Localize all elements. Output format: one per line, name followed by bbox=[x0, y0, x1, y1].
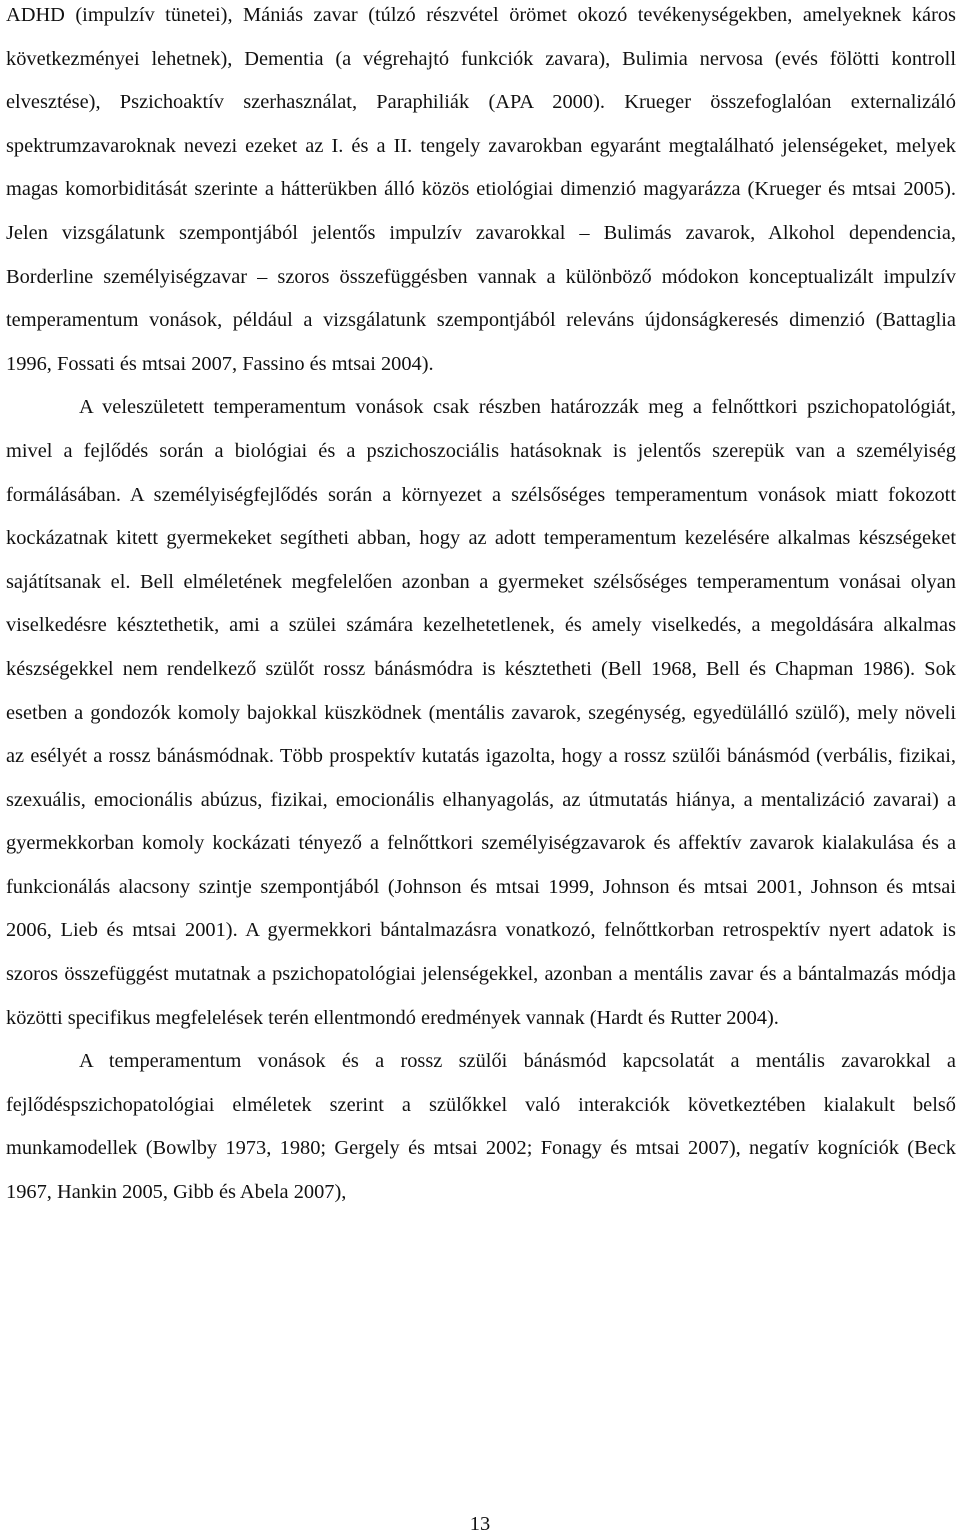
paragraph-2: A veleszületett temperamentum vonások csak részben határozzák meg a felnőttkori pszichopatológiát, mivel a fejlődés során a biológiai és a pszichoszociális hatásoknak is jelentős szerepük van a személyiség formálásában. A személyiségfejlődés során a környezet a szélsőséges temperamentum vonások miatt fokozott kockázatnak kitett gyermekeket segítheti abban, hogy az adott temperamentum kezelésére alkalmas készségeket sajátítsanak el. Bell elméletének megfelelően azonban a gyermeket szélsőséges temperamentum vonásai olyan viselkedésre késztethetik, ami a szülei számára kezelhetetlenek, és amely viselkedés, a megoldására alkalmas készségekkel nem rendelkező szülőt rossz bánásmódra is késztetheti (Bell 1968, Bell és Chapman 1986). Sok esetben a gondozók komoly bajokkal küszködnek (mentális zavarok, szegénység, egyedülálló szülő), mely növeli az esélyét a rossz bánásmódnak. Több prospektív kutatás igazolta, hogy a rossz szülői bánásmód (verbális, fizikai, szexuális, emocionális abúzus, fizikai, emocionális elhanyagolás, az útmutatás hiánya, a mentalizáció zavarai) a gyermekkorban komoly kockázati tényező a felnőttkori személyiségzavarok és affektív zavarok kialakulása és a funkcionálás alacsony szintje szempontjából (Johnson és mtsai 1999, Johnson és mtsai 2001, Johnson és mtsai 2006, Lieb és mtsai 2001). A gyermekkori bántalmazásra vonatkozó, felnőttkorban retrospektív nyert adatok is szoros összefüggést mutatnak a pszichopatológiai jelenségekkel, azonban a mentális zavar és a bántalmazás módja közötti specifikus megfelelések terén ellentmondó eredmények vannak (Hardt és Rutter 2004). bbox=[6, 396, 956, 1029]
paragraph-3: A temperamentum vonások és a rossz szülői bánásmód kapcsolatát a mentális zavarokkal a fejlődéspszichopatológiai elméletek szerint a szülőkkel való interakciók következtében kialakult belső munkamodellek (Bowlby 1973, 1980; Gergely és mtsai 2002; Fonagy és mtsai 2007), negatív kogníciók (Beck 1967, Hankin 2005, Gibb és Abela 2007), bbox=[6, 1050, 956, 1204]
page-number: 13 bbox=[469, 1513, 491, 1535]
paragraph-1: ADHD (impulzív tünetei), Mániás zavar (túlzó részvétel örömet okozó tevékenységekben, amelyeknek káros következményei lehetnek), Dementia (a végrehajtó funkciók zavara), Bulimia nervosa (evés fölötti kontroll elvesztése), Pszichoaktív szerhasználat, Paraphiliák (APA 2000). Krueger összefoglalóan externalizáló spektrumzavaroknak nevezi ezeket az I. és a II. tengely zavarokban egyaránt megtalálható jelenségeket, melyek magas komorbiditását szerinte a hátterükben álló közös etiológiai dimenzió magyarázza (Krueger és mtsai 2005). Jelen vizsgálatunk szempontjából jelentős impulzív zavarokkal – Bulimás zavarok, Alkohol dependencia, Borderline személyiségzavar – szoros összefüggésben vannak a különböző módokon konceptualizált impulzív temperamentum vonások, például a vizsgálatunk szempontjából releváns újdonságkeresés dimenzió (Battaglia 1996, Fossati és mtsai 2007, Fassino és mtsai 2004). bbox=[6, 4, 956, 375]
document-page bbox=[6, 0, 956, 1215]
